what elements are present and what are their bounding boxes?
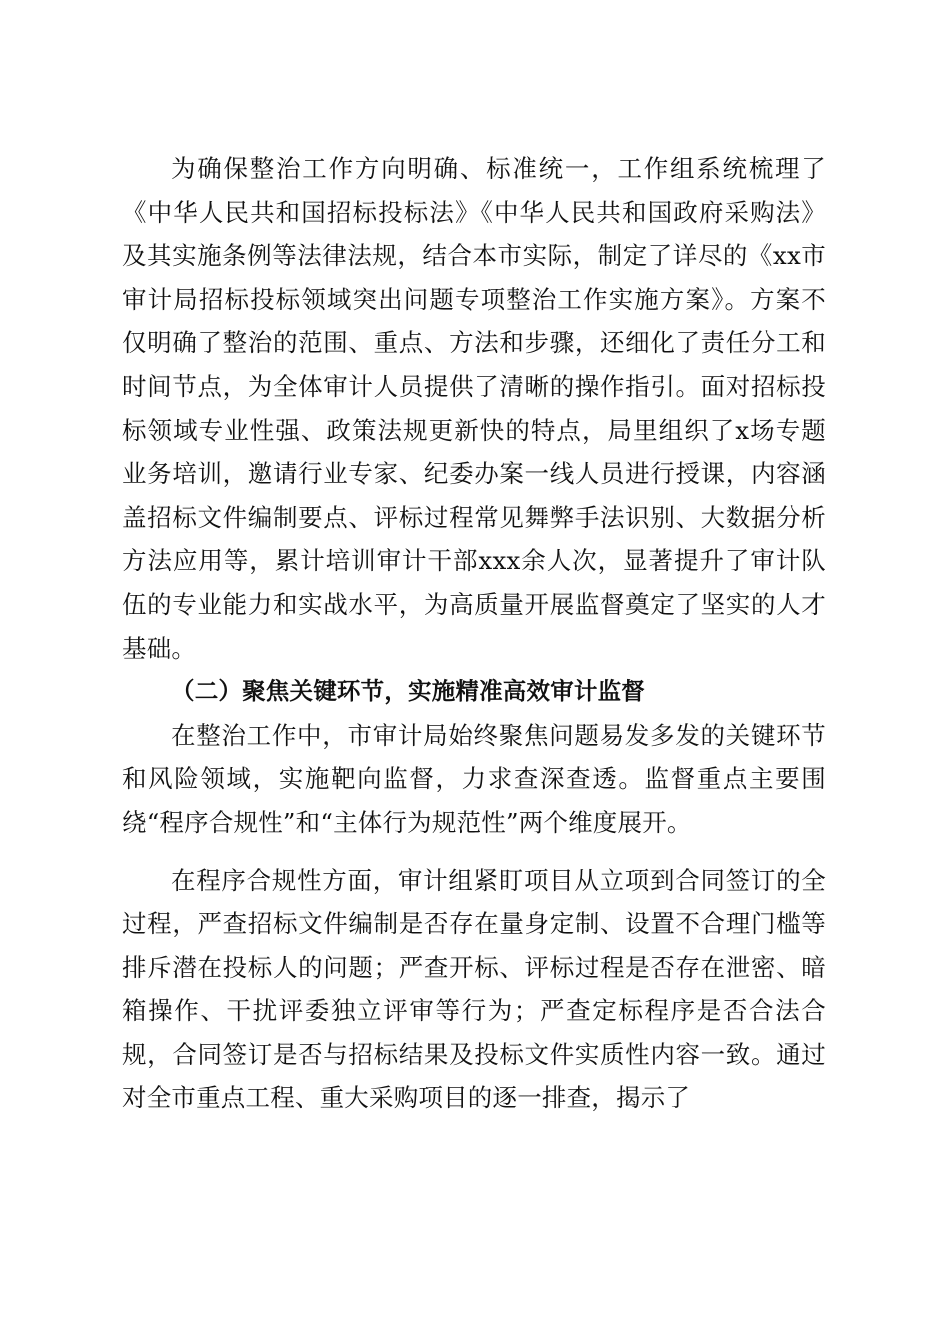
document-body	[122, 147, 826, 1120]
paragraph-procedure: 在程序合规性方面，审计组紧盯项目从立项到合同签订的全过程，严查招标文件编制是否存在量身定制、设置不合理门槛等排斥潜在投标人的问题；严查开标、评标过程是否存在泄密、暗箱操作、干扰评委独立评审等行为；严查定标程序是否合法合规，合同签订是否与招标结果及投标文件实质性内容一致。通过对全市重点工程、重大采购项目的逐一排查，揭示了	[122, 865, 826, 1113]
section-heading-2: （二）聚焦关键环节，实施精准高效审计监督	[171, 677, 645, 706]
paragraph-focus: 在整治工作中，市审计局始终聚焦问题易发多发的关键环节和风险领域，实施靶向监督，力求查深查透。监督重点主要围绕“程序合规性”和“主体行为规范性”两个维度展开。	[122, 720, 826, 837]
paragraph-training: 为确保整治工作方向明确、标准统一，工作组系统梳理了《中华人民共和国招标投标法》《中华人民共和国政府采购法》及其实施条例等法律法规，结合本市实际，制定了详尽的《xx市审计局招标投标领域突出问题专项整治工作实施方案》。方案不仅明确了整治的范围、重点、方法和步骤，还细化了责任分工和时间节点，为全体审计人员提供了清晰的操作指引。面对招标投标领域专业性强、政策法规更新快的特点，局里组织了x场专题业务培训，邀请行业专家、纪委办案一线人员进行授课，内容涵盖招标文件编制要点、评标过程常见舞弊手法识别、大数据分析方法应用等，累计培训审计干部xxx余人次，显著提升了审计队伍的专业能力和实战水平，为高质量开展监督奠定了坚实的人才基础。	[122, 154, 826, 663]
